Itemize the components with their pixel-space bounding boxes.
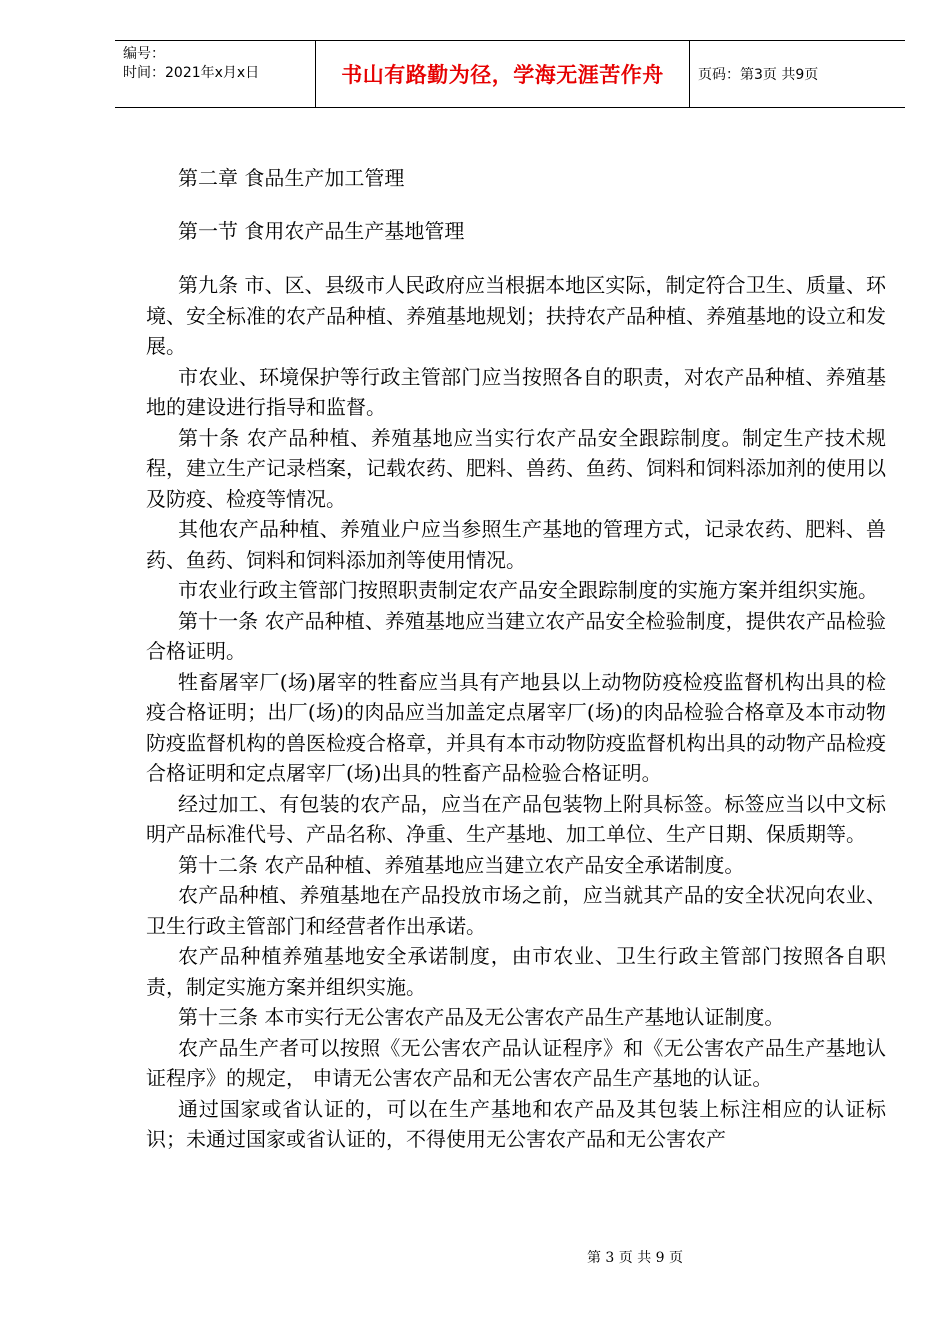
page-header (115, 40, 905, 108)
document-date-label: 时间：2021年x月x日 (123, 65, 260, 81)
header-meta-cell (115, 41, 316, 107)
paragraph: 农产品生产者可以按照《无公害农产品认证程序》和《无公害农产品生产基地认证程序》的规定， 申请无公害农产品和无公害农产品生产基地的认证。 (146, 1035, 886, 1090)
paragraph: 牲畜屠宰厂(场)屠宰的牲畜应当具有产地县以上动物防疫检疫监督机构出具的检疫合格证明；出厂(场)的肉品应当加盖定点屠宰厂(场)的肉品检验合格章及本市动物防疫监督机构的兽医检疫合格章，并具有本市动物防疫监督机构出具的动物产品检疫合格证明和定点屠宰厂(场)出具的牲畜产品检验合格证明。 (146, 669, 886, 785)
paragraph: 通过国家或省认证的，可以在生产基地和农产品及其包装上标注相应的认证标识；未通过国家或省认证的，不得使用无公害农产品和无公害农产 (146, 1096, 886, 1151)
header-page-info: 页码：第3页 共9页 (698, 67, 819, 83)
header-page-cell (690, 41, 905, 107)
header-motto-cell (316, 41, 690, 107)
paragraph: 第九条 市、区、县级市人民政府应当根据本地区实际，制定符合卫生、质量、环境、安全标准的农产品种植、养殖基地规划；扶持农产品种植、养殖基地的设立和发展。 (146, 273, 886, 358)
paragraph: 市农业行政主管部门按照职责制定农产品安全跟踪制度的实施方案并组织实施。 (178, 578, 878, 602)
page-footer (0, 1247, 950, 1267)
footer-page-number: 第 3 页 共 9 页 (586, 1250, 684, 1266)
section-heading: 第一节 食用农产品生产基地管理 (178, 219, 465, 243)
paragraph: 农产品种植养殖基地安全承诺制度，由市农业、卫生行政主管部门按照各自职责，制定实施方案并组织实施。 (146, 944, 886, 999)
chapter-heading: 第二章 食品生产加工管理 (178, 166, 405, 190)
paragraph: 其他农产品种植、养殖业户应当参照生产基地的管理方式，记录农药、肥料、兽药、鱼药、饲料和饲料添加剂等使用情况。 (146, 517, 886, 572)
document-code-label: 编号： (123, 46, 165, 62)
header-motto: 书山有路勤为径，学海无涯苦作舟 (341, 63, 664, 87)
document-body (146, 163, 886, 1155)
paragraph: 第十条 农产品种植、养殖基地应当实行农产品安全跟踪制度。制定生产技术规程，建立生产记录档案，记载农药、肥料、兽药、鱼药、饲料和饲料添加剂的使用以及防疫、检疫等情况。 (146, 425, 886, 511)
paragraph: 经过加工、有包装的农产品，应当在产品包装物上附具标签。标签应当以中文标明产品标准代号、产品名称、净重、生产基地、加工单位、生产日期、保质期等。 (146, 791, 886, 846)
paragraph: 农产品种植、养殖基地在产品投放市场之前，应当就其产品的安全状况向农业、卫生行政主管部门和经营者作出承诺。 (146, 883, 886, 938)
paragraph: 第十二条 农产品种植、养殖基地应当建立农产品安全承诺制度。 (178, 852, 745, 877)
paragraph: 第十一条 农产品种植、养殖基地应当建立农产品安全检验制度，提供农产品检验合格证明。 (146, 608, 886, 663)
paragraph: 第十三条 本市实行无公害农产品及无公害农产品生产基地认证制度。 (178, 1005, 785, 1029)
paragraph: 市农业、环境保护等行政主管部门应当按照各自的职责，对农产品种植、养殖基地的建设进行指导和监督。 (146, 364, 886, 419)
